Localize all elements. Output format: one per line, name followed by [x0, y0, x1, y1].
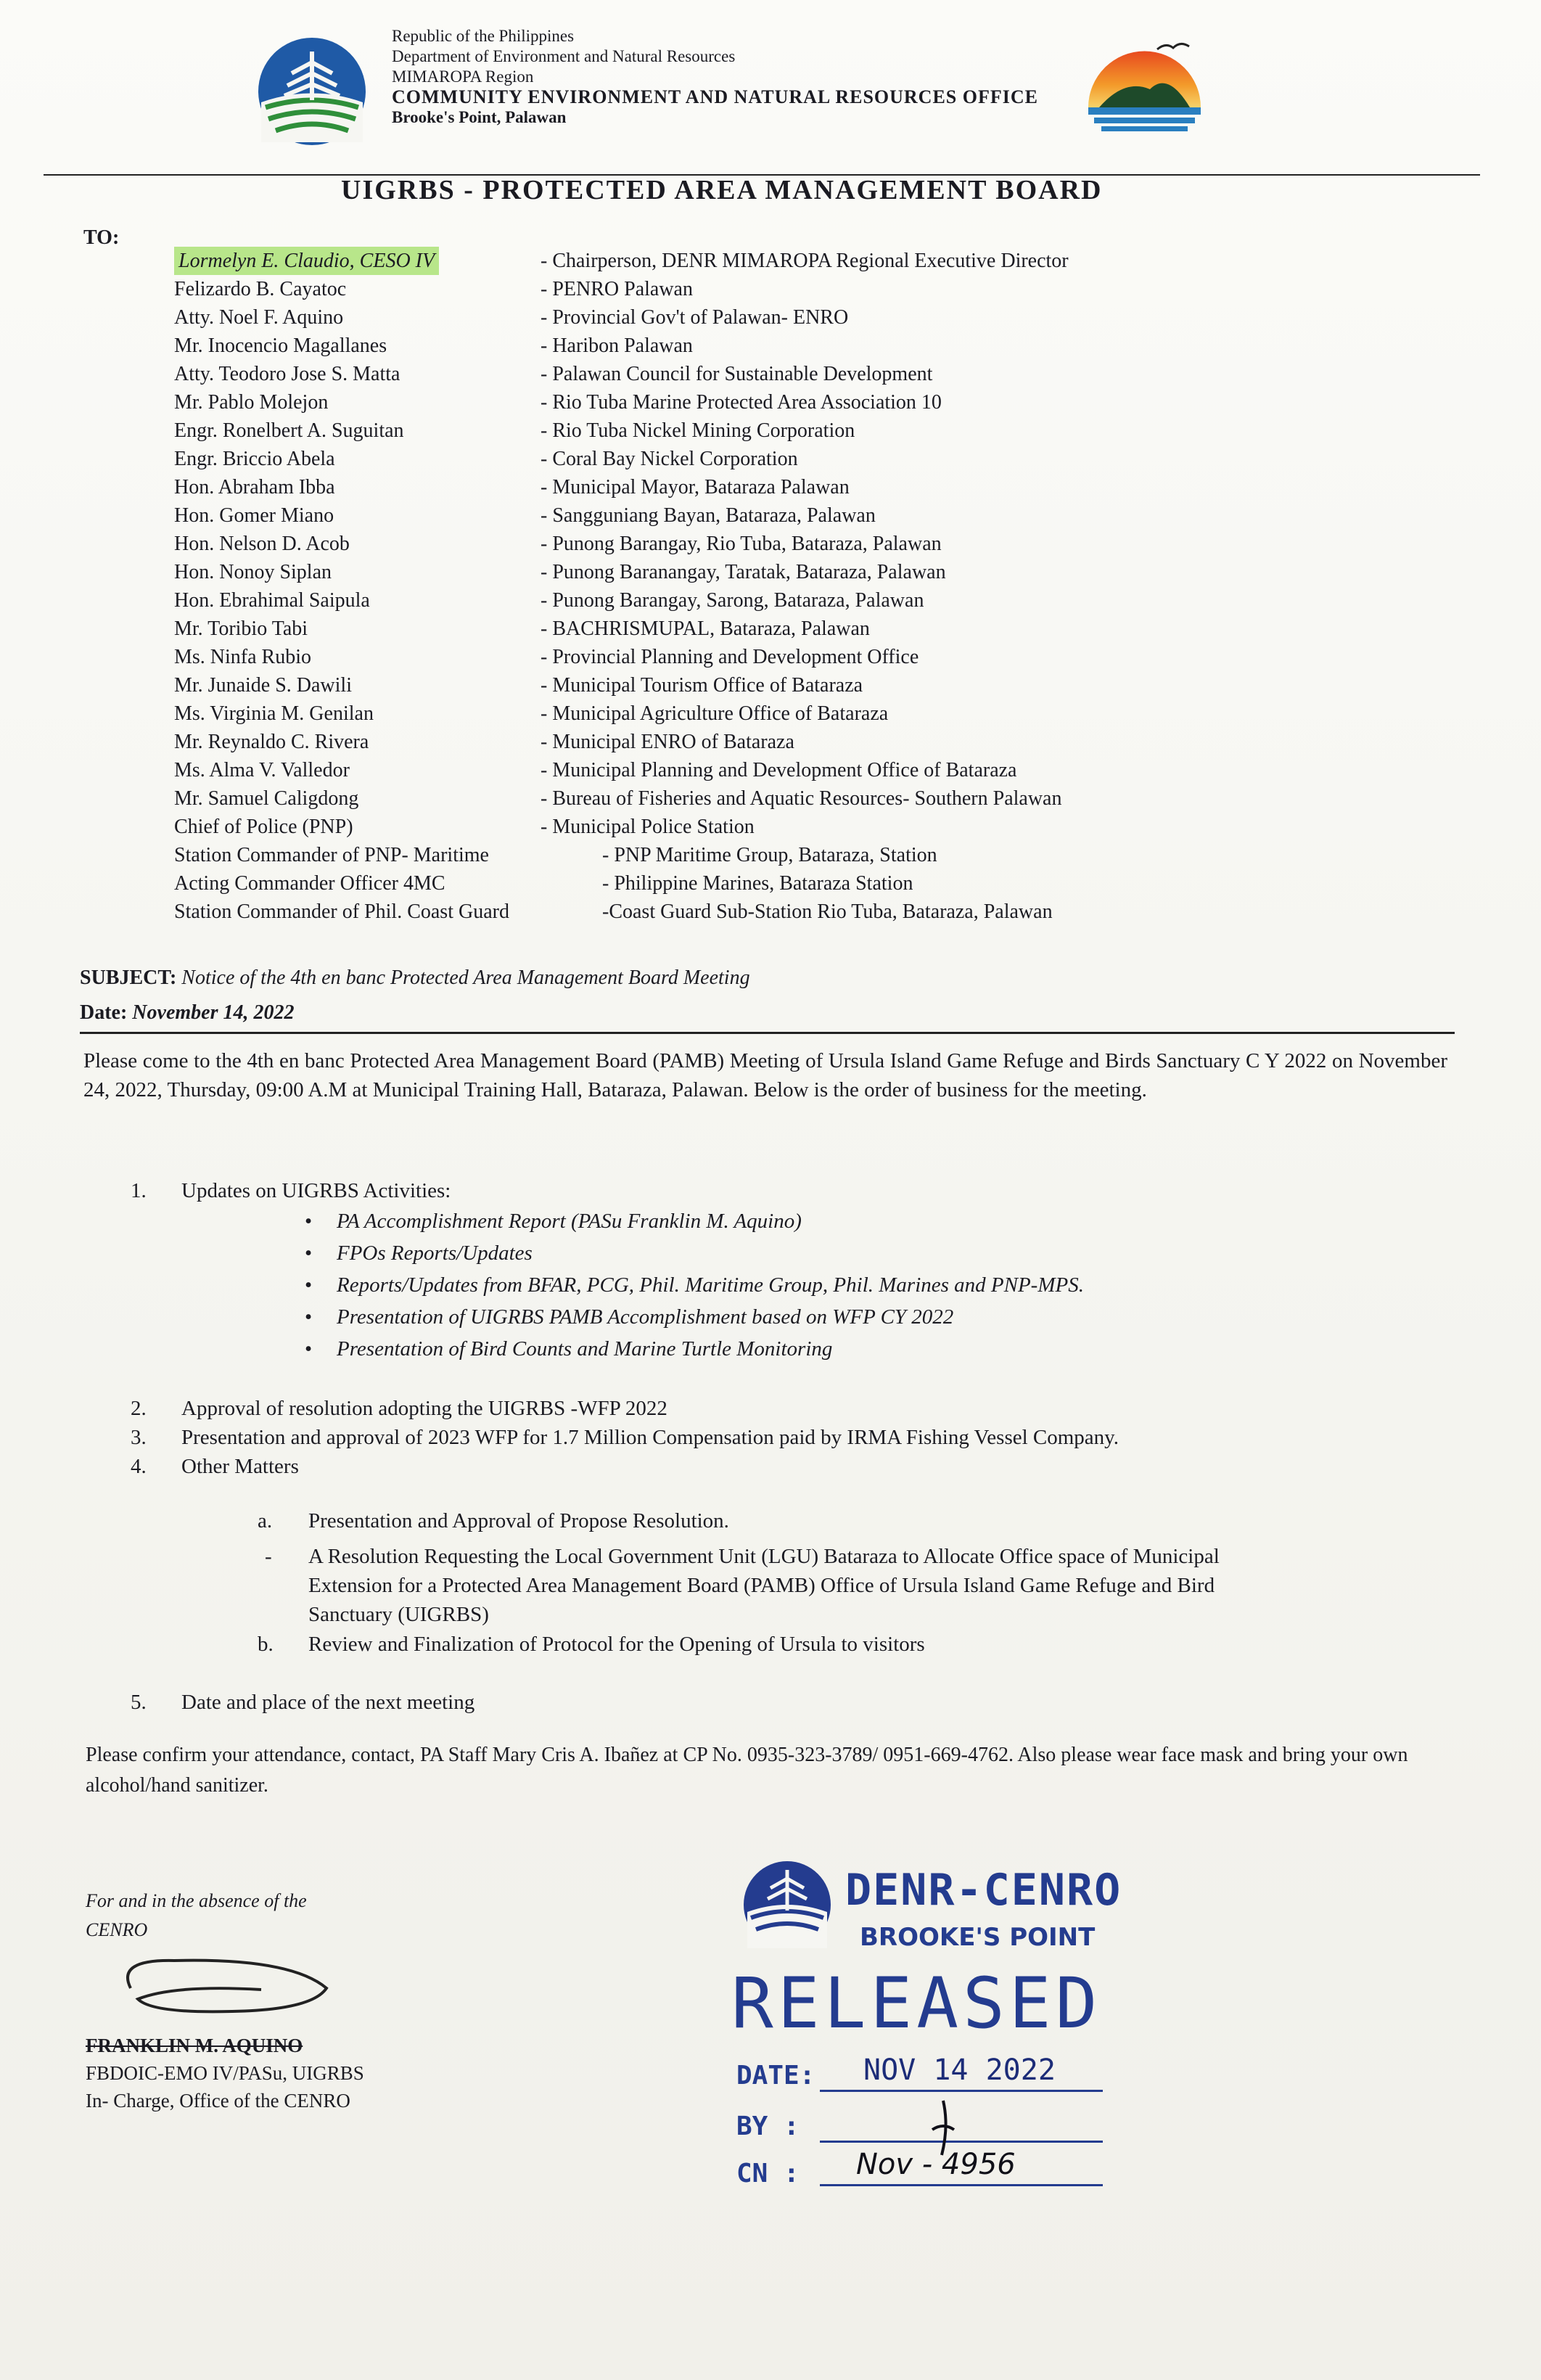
- agenda-sub-line3: Sanctuary (UIGRBS): [308, 1603, 489, 1626]
- recipient-row: [174, 332, 1204, 360]
- recipient-role: - Municipal Tourism Office of Bataraza: [541, 674, 863, 697]
- recipient-row: [174, 615, 1204, 643]
- agenda-num: 5.: [131, 1691, 147, 1714]
- agenda-num: 2.: [131, 1397, 147, 1420]
- recipient-role: - Chairperson, DENR MIMAROPA Regional Executive Director: [541, 250, 1069, 272]
- agenda-item-4: [131, 1455, 299, 1479]
- stamp-status: RELEASED: [731, 1963, 1102, 2044]
- signatory-office: In- Charge, Office of the CENRO: [86, 2090, 350, 2112]
- agenda-text: Review and Finalization of Protocol for the Opening of Ursula to visitors: [308, 1633, 925, 1656]
- letterhead: [239, 20, 1328, 158]
- recipient-role: - Coral Bay Nickel Corporation: [541, 448, 798, 470]
- agenda-bullet-item: [305, 1305, 953, 1329]
- recipient-role: - Punong Barangay, Rio Tuba, Bataraza, Palawan: [541, 533, 942, 555]
- recipient-role: - Sangguniang Bayan, Bataraza, Palawan: [541, 504, 876, 527]
- subject-label: SUBJECT:: [80, 967, 177, 989]
- sunset-island-logo-icon: [1081, 28, 1208, 155]
- recipient-row: [174, 501, 1204, 530]
- subject-line: [80, 967, 750, 990]
- recipient-row: [174, 869, 1204, 898]
- for-absence-office: CENRO: [86, 1919, 148, 1940]
- bullet-marker: •: [305, 1242, 313, 1265]
- to-label: TO:: [83, 226, 120, 249]
- agenda-text: Presentation and approval of 2023 WFP for 1.7 Million Compensation paid by IRMA Fishing Vessel Company.: [181, 1426, 1119, 1449]
- recipient-name: Mr. Junaide S. Dawili: [174, 674, 352, 697]
- recipient-role: - Municipal ENRO of Bataraza: [541, 731, 794, 753]
- recipient-name: Hon. Nelson D. Acob: [174, 533, 350, 555]
- agenda-letter: b.: [258, 1633, 274, 1656]
- agenda-item-4a: [258, 1509, 729, 1533]
- board-title: UIGRBS - PROTECTED AREA MANAGEMENT BOARD: [341, 175, 1103, 205]
- recipient-name: Mr. Inocencio Magallanes: [174, 335, 387, 357]
- letterhead-department: Department of Environment and Natural Resources: [392, 47, 736, 65]
- agenda-text: Approval of resolution adopting the UIGRBS -WFP 2022: [181, 1397, 667, 1420]
- letterhead-region: MIMAROPA Region: [392, 67, 534, 86]
- recipient-name: Mr. Pablo Molejon: [174, 391, 329, 414]
- recipient-name: Acting Commander Officer 4MC: [174, 872, 445, 895]
- recipient-name: Hon. Ebrahimal Saipula: [174, 589, 370, 612]
- agenda-num: 4.: [131, 1455, 147, 1478]
- recipient-name: Lormelyn E. Claudio, CESO IV: [174, 247, 439, 275]
- stamp-office: BROOKE'S POINT: [860, 1923, 1096, 1952]
- agenda-letter: a.: [258, 1509, 273, 1532]
- recipient-name: Ms. Virginia M. Genilan: [174, 702, 374, 725]
- recipient-role: - Rio Tuba Nickel Mining Corporation: [541, 419, 855, 442]
- stamp-cn-line: [820, 2184, 1103, 2186]
- recipient-role: - Haribon Palawan: [541, 335, 693, 357]
- recipient-row: [174, 841, 1204, 869]
- recipient-row: [174, 643, 1204, 671]
- released-stamp: [718, 1854, 1125, 2195]
- date-line: [80, 1001, 294, 1025]
- date-value: November 14, 2022: [132, 1001, 295, 1024]
- agenda-text: Updates on UIGRBS Activities:: [181, 1179, 451, 1202]
- recipient-name: Atty. Noel F. Aquino: [174, 306, 344, 329]
- recipient-role: - Punong Baranangay, Taratak, Bataraza, Palawan: [541, 561, 946, 583]
- recipient-row: [174, 898, 1204, 926]
- signatory-name: FRANKLIN M. AQUINO: [86, 2035, 303, 2056]
- agenda-bullet-text: FPOs Reports/Updates: [337, 1242, 533, 1265]
- recipient-role: - Municipal Mayor, Bataraza Palawan: [541, 476, 850, 498]
- recipient-row: [174, 784, 1204, 813]
- recipient-row: [174, 445, 1204, 473]
- agenda-item-3: [131, 1426, 1119, 1450]
- subject-divider: [80, 1032, 1455, 1034]
- recipient-role: - Rio Tuba Marine Protected Area Association 10: [541, 391, 942, 414]
- signature-for-line: [86, 1887, 307, 1945]
- recipient-name: Chief of Police (PNP): [174, 816, 353, 838]
- agenda-item-1: [131, 1179, 451, 1203]
- recipient-role: - PNP Maritime Group, Bataraza, Station: [602, 844, 937, 866]
- recipient-role: - BACHRISMUPAL, Bataraza, Palawan: [541, 617, 870, 640]
- recipient-row: [174, 728, 1204, 756]
- handwritten-signature: [109, 1945, 348, 2032]
- dash-marker: -: [265, 1545, 272, 1568]
- date-label: Date:: [80, 1001, 128, 1024]
- body-paragraph: Please come to the 4th en banc Protected Area Management Board (PAMB) Meeting of Ursula Island Game Refuge and Birds Sanctuary C Y 2022 on November 24, 2022, Thursday, 09:00 A.M at Municipal Training Hall, Bataraza, Palawan. Below is the order of business for the meeting.: [83, 1049, 1447, 1101]
- agenda-text: Date and place of the next meeting: [181, 1691, 475, 1714]
- bullet-marker: •: [305, 1273, 313, 1297]
- recipient-name: Engr. Briccio Abela: [174, 448, 335, 470]
- recipient-role: - Punong Barangay, Sarong, Bataraza, Palawan: [541, 589, 924, 612]
- letterhead-text: [392, 26, 1038, 128]
- recipient-name: Ms. Ninfa Rubio: [174, 646, 311, 668]
- agenda-item-5: [131, 1691, 474, 1715]
- recipient-name: Station Commander of PNP- Maritime: [174, 844, 489, 866]
- recipient-name: Mr. Reynaldo C. Rivera: [174, 731, 369, 753]
- recipient-row: [174, 813, 1204, 841]
- agenda-bullet-item: [305, 1273, 1084, 1297]
- stamp-by-label: BY :: [736, 2112, 800, 2141]
- recipient-name: Hon. Abraham Ibba: [174, 476, 335, 498]
- bullet-marker: •: [305, 1305, 313, 1329]
- for-absence-line: For and in the absence of the: [86, 1890, 307, 1911]
- agenda-bullet-item: [305, 1210, 802, 1234]
- closing-paragraph: Please confirm your attendance, contact, PA Staff Mary Cris A. Ibañez at CP No. 0935-323-3789/ 0951-669-4762. Also please wear face mask and bring your own alcohol/hand sanitizer.: [86, 1744, 1408, 1797]
- recipient-row: [174, 530, 1204, 558]
- agenda-bullet-item: [305, 1337, 832, 1361]
- recipient-role: - Provincial Gov't of Palawan- ENRO: [541, 306, 849, 329]
- recipient-list: [174, 247, 1204, 926]
- bullet-marker: •: [305, 1210, 313, 1233]
- denr-stamp-logo-icon: [733, 1854, 842, 1956]
- agenda-bullet-item: [305, 1242, 533, 1265]
- recipient-name: Hon. Gomer Miano: [174, 504, 334, 527]
- stamp-date-label: DATE:: [736, 2061, 815, 2090]
- recipient-row: [174, 756, 1204, 784]
- recipient-name: Atty. Teodoro Jose S. Matta: [174, 363, 400, 385]
- recipient-name: Station Commander of Phil. Coast Guard: [174, 900, 509, 923]
- recipient-row: [174, 671, 1204, 699]
- agenda-bullet-text: Reports/Updates from BFAR, PCG, Phil. Maritime Group, Phil. Marines and PNP-MPS.: [337, 1273, 1084, 1297]
- recipient-role: - Municipal Police Station: [541, 816, 755, 838]
- recipient-name: Mr. Toribio Tabi: [174, 617, 308, 640]
- letterhead-location: Brooke's Point, Palawan: [392, 108, 567, 126]
- recipient-name: Ms. Alma V. Valledor: [174, 759, 350, 781]
- agenda-sub-line1: A Resolution Requesting the Local Government Unit (LGU) Bataraza to Allocate Office space of Municipal: [308, 1545, 1220, 1568]
- bullet-marker: •: [305, 1337, 313, 1361]
- stamp-title: DENR-CENRO: [845, 1865, 1122, 1916]
- recipient-name: Hon. Nonoy Siplan: [174, 561, 332, 583]
- recipient-row: [174, 473, 1204, 501]
- recipient-role: - Bureau of Fisheries and Aquatic Resources- Southern Palawan: [541, 787, 1062, 810]
- agenda-num: 3.: [131, 1426, 147, 1449]
- recipient-row: [174, 247, 1204, 275]
- signatory-title: FBDOIC-EMO IV/PASu, UIGRBS: [86, 2062, 364, 2084]
- recipient-row: [174, 275, 1204, 303]
- agenda-text: Presentation and Approval of Propose Resolution.: [308, 1509, 729, 1532]
- recipient-role: - Palawan Council for Sustainable Development: [541, 363, 933, 385]
- recipient-row: [174, 388, 1204, 416]
- recipient-role: - Provincial Planning and Development Office: [541, 646, 919, 668]
- agenda-bullet-text: Presentation of Bird Counts and Marine Turtle Monitoring: [337, 1337, 833, 1361]
- recipient-role: - Municipal Agriculture Office of Bataraza: [541, 702, 889, 725]
- stamp-date-value: NOV 14 2022: [863, 2053, 1056, 2087]
- agenda-text: Other Matters: [181, 1455, 299, 1478]
- recipient-row: [174, 416, 1204, 445]
- agenda-item-4a-sub: [265, 1542, 1455, 1629]
- subject-text: Notice of the 4th en banc Protected Area Management Board Meeting: [181, 967, 750, 989]
- recipient-role: - Philippine Marines, Bataraza Station: [602, 872, 913, 895]
- stamp-cn-label: CN :: [736, 2159, 800, 2188]
- recipient-name: Felizardo B. Cayatoc: [174, 278, 347, 300]
- agenda-bullet-text: PA Accomplishment Report (PASu Franklin M. Aquino): [337, 1210, 802, 1233]
- recipient-row: [174, 699, 1204, 728]
- signatory-block: [86, 2032, 364, 2114]
- recipient-name: Engr. Ronelbert A. Suguitan: [174, 419, 404, 442]
- recipient-row: [174, 303, 1204, 332]
- letterhead-republic: Republic of the Philippines: [392, 27, 575, 45]
- agenda-num: 1.: [131, 1179, 147, 1202]
- recipient-row: [174, 586, 1204, 615]
- agenda-sub-line2: Extension for a Protected Area Management Board (PAMB) Office of Ursula Island Game Refuge and Bird: [308, 1574, 1215, 1597]
- recipient-role: - PENRO Palawan: [541, 278, 693, 300]
- agenda-bullet-text: Presentation of UIGRBS PAMB Accomplishment based on WFP CY 2022: [337, 1305, 954, 1329]
- stamp-date-line: [820, 2090, 1103, 2092]
- recipient-role: - Municipal Planning and Development Office of Bataraza: [541, 759, 1017, 781]
- denr-logo-icon: [239, 33, 385, 149]
- stamp-cn-value: Nov - 4956: [856, 2148, 1016, 2181]
- recipient-name: Mr. Samuel Caligdong: [174, 787, 359, 810]
- recipient-role: -Coast Guard Sub-Station Rio Tuba, Bataraza, Palawan: [602, 900, 1053, 923]
- agenda-item-4b: [258, 1633, 925, 1657]
- recipient-row: [174, 558, 1204, 586]
- letterhead-office: COMMUNITY ENVIRONMENT AND NATURAL RESOURCES OFFICE: [392, 86, 1038, 107]
- recipient-row: [174, 360, 1204, 388]
- agenda-item-2: [131, 1397, 667, 1421]
